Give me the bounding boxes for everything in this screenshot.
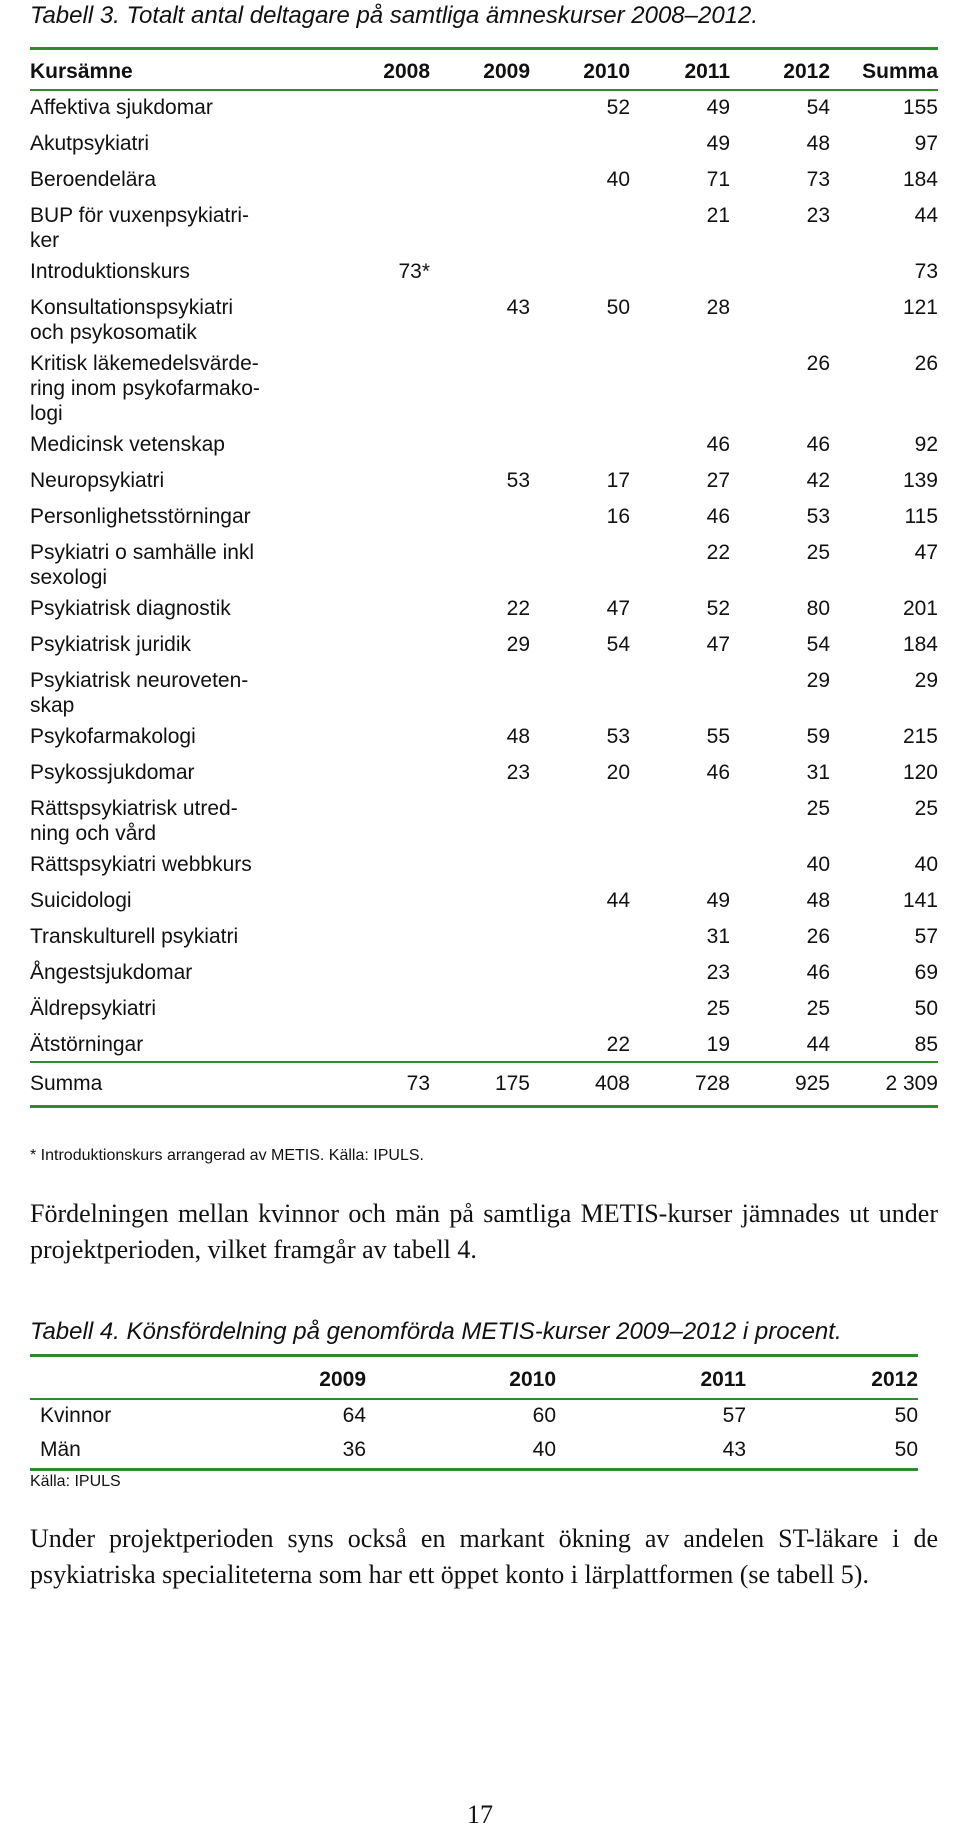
cell-2012: 54 — [806, 633, 830, 656]
table-row — [30, 718, 938, 754]
cell-summa: 184 — [902, 168, 938, 191]
table-row — [30, 426, 938, 462]
cell-summa: 121 — [902, 296, 938, 319]
course-name: Äldrepsykiatri — [30, 997, 157, 1020]
course-name: Psykiatrisk diagnostik — [30, 597, 231, 620]
cell-2010 — [530, 790, 630, 846]
cell-2009 — [430, 918, 530, 954]
table-row — [30, 534, 938, 590]
cell-2009 — [430, 161, 530, 197]
column-header-2008: 2008 — [383, 59, 430, 83]
course-name: Personlighetsstörningar — [30, 505, 251, 528]
cell-2012: 23 — [806, 204, 830, 227]
cell-2011 — [630, 345, 730, 426]
cell-2009 — [430, 846, 530, 882]
cell-2010: 60 — [532, 1403, 556, 1427]
cell-2012: 26 — [806, 352, 830, 375]
cell-2012: 46 — [806, 961, 830, 984]
cell-2010 — [530, 990, 630, 1026]
table-row — [30, 89, 938, 125]
cell-2010: 44 — [606, 889, 630, 912]
cell-2010: 52 — [606, 96, 630, 119]
cell-2012: 29 — [806, 669, 830, 692]
cell-2011 — [630, 846, 730, 882]
cell-summa: 201 — [902, 597, 938, 620]
cell-2009 — [430, 345, 530, 426]
course-name: Ångestsjukdomar — [30, 961, 193, 984]
table-row — [30, 462, 938, 498]
table-row — [30, 882, 938, 918]
cell-2008 — [330, 197, 430, 253]
cell-2010: 50 — [606, 296, 630, 319]
cell-2008: 73* — [398, 260, 430, 283]
table3-body — [30, 89, 938, 1105]
course-name: Affektiva sjukdomar — [30, 96, 213, 119]
column-header-2010: 2010 — [509, 1367, 556, 1391]
cell-2010: 54 — [606, 633, 630, 656]
cell-2008 — [330, 1026, 430, 1062]
cell-2012: 46 — [806, 433, 830, 456]
table-row — [30, 253, 938, 289]
cell-2009 — [430, 1026, 530, 1062]
column-header-2012: 2012 — [783, 59, 830, 83]
table-row — [30, 197, 938, 253]
cell-2009 — [430, 954, 530, 990]
course-name: Konsultationspsykiatri och psykosomatik — [30, 296, 234, 344]
cell-2010: 22 — [606, 1033, 630, 1056]
cell-2008 — [330, 662, 430, 718]
table4-header-row — [30, 1360, 918, 1398]
table4-top-rule — [30, 1354, 918, 1357]
cell-2008 — [330, 754, 430, 790]
cell-2010 — [530, 662, 630, 718]
cell-2010: 17 — [606, 469, 630, 492]
cell-summa: 50 — [914, 997, 938, 1020]
cell-summa: 215 — [902, 725, 938, 748]
table-row — [30, 754, 938, 790]
table-row — [30, 498, 938, 534]
cell-2008 — [330, 954, 430, 990]
cell-2011: 27 — [706, 469, 730, 492]
table-row — [30, 626, 938, 662]
cell-2012: 31 — [806, 761, 830, 784]
cell-summa: 40 — [914, 853, 938, 876]
cell-2012: 40 — [806, 853, 830, 876]
cell-2012: 50 — [894, 1403, 918, 1427]
cell-2011: 25 — [706, 997, 730, 1020]
row-label: Män — [40, 1437, 81, 1461]
table3-caption: Tabell 3. Totalt antal deltagare på samtliga ämneskurser 2008–2012. — [30, 2, 759, 29]
column-header-summa: Summa — [862, 59, 938, 83]
table3-bottom-rule — [30, 1105, 938, 1108]
cell-2009 — [430, 197, 530, 253]
cell-2009: 36 — [342, 1437, 366, 1461]
cell-2009: 64 — [342, 1403, 366, 1427]
cell-summa: 47 — [914, 541, 938, 564]
cell-2012: 44 — [806, 1033, 830, 1056]
table-row — [30, 662, 938, 718]
cell-2009 — [430, 426, 530, 462]
paragraph-st-doctors: Under projektperioden syns också en markant ökning av andelen ST-läkare i de psykiatriska specialiteterna som har ett öppet konto i lärplattformen (se tabell 5). — [30, 1524, 938, 1589]
cell-2009 — [430, 662, 530, 718]
cell-2009: 22 — [506, 597, 530, 620]
course-name: Introduktionskurs — [30, 260, 190, 283]
cell-2010 — [530, 345, 630, 426]
cell-2010: 20 — [606, 761, 630, 784]
cell-2011: 46 — [706, 433, 730, 456]
cell-2010 — [530, 197, 630, 253]
course-name: Kritisk läkemedelsvärde- ring inom psykofarmako- logi — [30, 352, 260, 425]
cell-2009 — [430, 790, 530, 846]
cell-2008 — [330, 125, 430, 161]
cell-2010 — [530, 253, 630, 289]
cell-2009 — [430, 990, 530, 1026]
cell-2010 — [530, 426, 630, 462]
cell-2009 — [430, 498, 530, 534]
cell-2008 — [330, 462, 430, 498]
column-header-2010: 2010 — [583, 59, 630, 83]
cell-2009 — [430, 534, 530, 590]
table4-bottom-rule — [30, 1468, 918, 1471]
course-name: Psykiatrisk juridik — [30, 633, 192, 656]
cell-2012: 42 — [806, 469, 830, 492]
cell-2008 — [330, 718, 430, 754]
cell-2008: 73 — [406, 1072, 430, 1095]
course-name: BUP för vuxenpsykiatri- ker — [30, 204, 250, 252]
cell-2008 — [330, 289, 430, 345]
table-row — [30, 918, 938, 954]
cell-2010 — [530, 125, 630, 161]
table3 — [30, 53, 938, 1105]
cell-2011 — [630, 662, 730, 718]
column-header-2011: 2011 — [700, 1367, 746, 1391]
table4 — [30, 1360, 918, 1466]
column-header-kursamne: Kursämne — [30, 59, 133, 83]
cell-2010 — [530, 846, 630, 882]
cell-2008 — [330, 882, 430, 918]
table-row — [30, 1398, 918, 1432]
table4-source: Källa: IPULS — [30, 1473, 121, 1490]
cell-2009: 175 — [494, 1072, 530, 1095]
cell-summa: 120 — [902, 761, 938, 784]
cell-2008 — [330, 790, 430, 846]
cell-2011: 55 — [706, 725, 730, 748]
cell-2009 — [430, 125, 530, 161]
cell-summa: 155 — [902, 96, 938, 119]
column-header-2012: 2012 — [871, 1367, 918, 1391]
cell-2008 — [330, 590, 430, 626]
cell-2011: 22 — [706, 541, 730, 564]
column-header-2011: 2011 — [684, 59, 730, 83]
cell-2009: 29 — [506, 633, 530, 656]
summa-row — [30, 1062, 938, 1105]
cell-2011: 21 — [706, 204, 730, 227]
table-row — [30, 954, 938, 990]
cell-2011: 46 — [706, 761, 730, 784]
table-row — [30, 590, 938, 626]
cell-2008 — [330, 161, 430, 197]
cell-summa: 92 — [914, 433, 938, 456]
cell-2012 — [730, 253, 830, 289]
table-row — [30, 846, 938, 882]
cell-summa: 57 — [914, 925, 938, 948]
cell-2012: 25 — [806, 797, 830, 820]
cell-2010 — [530, 918, 630, 954]
cell-summa: 25 — [914, 797, 938, 820]
cell-2011: 28 — [706, 296, 730, 319]
cell-2011: 728 — [694, 1072, 730, 1095]
table-row — [30, 345, 938, 426]
cell-2011: 52 — [706, 597, 730, 620]
cell-2011: 49 — [706, 132, 730, 155]
cell-2011: 43 — [722, 1437, 746, 1461]
cell-2008 — [330, 846, 430, 882]
cell-summa: 26 — [914, 352, 938, 375]
table3-top-rule — [30, 47, 938, 50]
cell-summa: 97 — [914, 132, 938, 155]
cell-2008 — [330, 990, 430, 1026]
cell-summa: 139 — [902, 469, 938, 492]
page-number: 17 — [467, 1800, 493, 1829]
table4-header-rule — [30, 1398, 918, 1400]
cell-2008 — [330, 89, 430, 125]
cell-2010: 47 — [606, 597, 630, 620]
table3-header-rule — [30, 89, 938, 91]
cell-2010: 408 — [594, 1072, 630, 1095]
course-name: Psykiatrisk neuroveten- skap — [30, 669, 249, 717]
course-name: Neuropsykiatri — [30, 469, 165, 492]
cell-2009: 23 — [506, 761, 530, 784]
cell-2012: 48 — [806, 889, 830, 912]
cell-2008 — [330, 345, 430, 426]
cell-2011: 47 — [706, 633, 730, 656]
cell-2008 — [330, 626, 430, 662]
cell-2011: 49 — [706, 96, 730, 119]
cell-2009: 48 — [506, 725, 530, 748]
cell-summa: 184 — [902, 633, 938, 656]
cell-summa: 141 — [902, 889, 938, 912]
paragraph-gender-distribution: Fördelningen mellan kvinnor och män på samtliga METIS-kurser jämnades ut under projektperioden, vilket framgår av tabell 4. — [30, 1199, 938, 1264]
cell-2012: 53 — [806, 505, 830, 528]
cell-2011 — [630, 253, 730, 289]
cell-2009 — [430, 253, 530, 289]
course-name: Suicidologi — [30, 889, 132, 912]
course-name: Transkulturell psykiatri — [30, 925, 239, 948]
cell-2012: 925 — [794, 1072, 830, 1095]
summa-label: Summa — [30, 1072, 103, 1095]
cell-2012: 26 — [806, 925, 830, 948]
table-row — [30, 1432, 918, 1466]
cell-2010: 40 — [532, 1437, 556, 1461]
cell-2008 — [330, 534, 430, 590]
cell-2009 — [430, 89, 530, 125]
cell-2012: 80 — [806, 597, 830, 620]
table-row — [30, 1026, 938, 1062]
course-name: Beroendelära — [30, 168, 157, 191]
cell-2012: 59 — [806, 725, 830, 748]
cell-2009 — [430, 882, 530, 918]
table-row — [30, 990, 938, 1026]
table-row — [30, 125, 938, 161]
cell-2011: 46 — [706, 505, 730, 528]
cell-summa: 29 — [914, 669, 938, 692]
cell-2009: 43 — [506, 296, 530, 319]
cell-summa: 44 — [914, 204, 938, 227]
cell-2010 — [530, 954, 630, 990]
table3-header-row — [30, 53, 938, 89]
table3-footnote: * Introduktionskurs arrangerad av METIS. Källa: IPULS. — [30, 1147, 424, 1164]
cell-2010 — [530, 534, 630, 590]
cell-2012: 48 — [806, 132, 830, 155]
table-row — [30, 161, 938, 197]
cell-2012: 73 — [806, 168, 830, 191]
course-name: Psykossjukdomar — [30, 761, 195, 784]
cell-2011: 19 — [706, 1033, 730, 1056]
course-name: Rättspsykiatrisk utred- ning och vård — [30, 797, 238, 845]
course-name: Ätstörningar — [30, 1033, 144, 1056]
column-header-2009: 2009 — [483, 59, 530, 83]
cell-2011: 23 — [706, 961, 730, 984]
cell-summa: 115 — [904, 505, 938, 528]
cell-2012: 54 — [806, 96, 830, 119]
cell-2011: 57 — [722, 1403, 746, 1427]
cell-2012: 25 — [806, 541, 830, 564]
cell-2011: 31 — [706, 925, 730, 948]
course-name: Psykiatri o samhälle inkl sexologi — [30, 541, 255, 589]
course-name: Psykofarmakologi — [30, 725, 196, 748]
course-name: Rättspsykiatri webbkurs — [30, 853, 252, 876]
cell-2012: 50 — [894, 1437, 918, 1461]
course-name: Medicinsk vetenskap — [30, 433, 225, 456]
cell-2012: 25 — [806, 997, 830, 1020]
cell-2011: 49 — [706, 889, 730, 912]
row-label: Kvinnor — [40, 1403, 112, 1427]
course-name: Akutpsykiatri — [30, 132, 150, 155]
table4-caption: Tabell 4. Könsfördelning på genomförda METIS-kurser 2009–2012 i procent. — [30, 1318, 842, 1345]
cell-2008 — [330, 426, 430, 462]
cell-2010: 16 — [606, 505, 630, 528]
cell-summa: 2 309 — [885, 1072, 938, 1095]
cell-summa: 73 — [914, 260, 938, 283]
cell-2008 — [330, 918, 430, 954]
table-row — [30, 289, 938, 345]
table-row — [30, 790, 938, 846]
cell-2009: 53 — [506, 469, 530, 492]
cell-2011 — [630, 790, 730, 846]
column-header-blank — [30, 1360, 188, 1398]
cell-2008 — [330, 498, 430, 534]
cell-summa: 69 — [914, 961, 938, 984]
column-header-2009: 2009 — [319, 1367, 366, 1391]
table3-sum-rule — [30, 1061, 938, 1063]
cell-summa: 85 — [914, 1033, 938, 1056]
cell-2012 — [730, 289, 830, 345]
cell-2010: 53 — [606, 725, 630, 748]
cell-2010: 40 — [606, 168, 630, 191]
cell-2011: 71 — [706, 168, 730, 191]
